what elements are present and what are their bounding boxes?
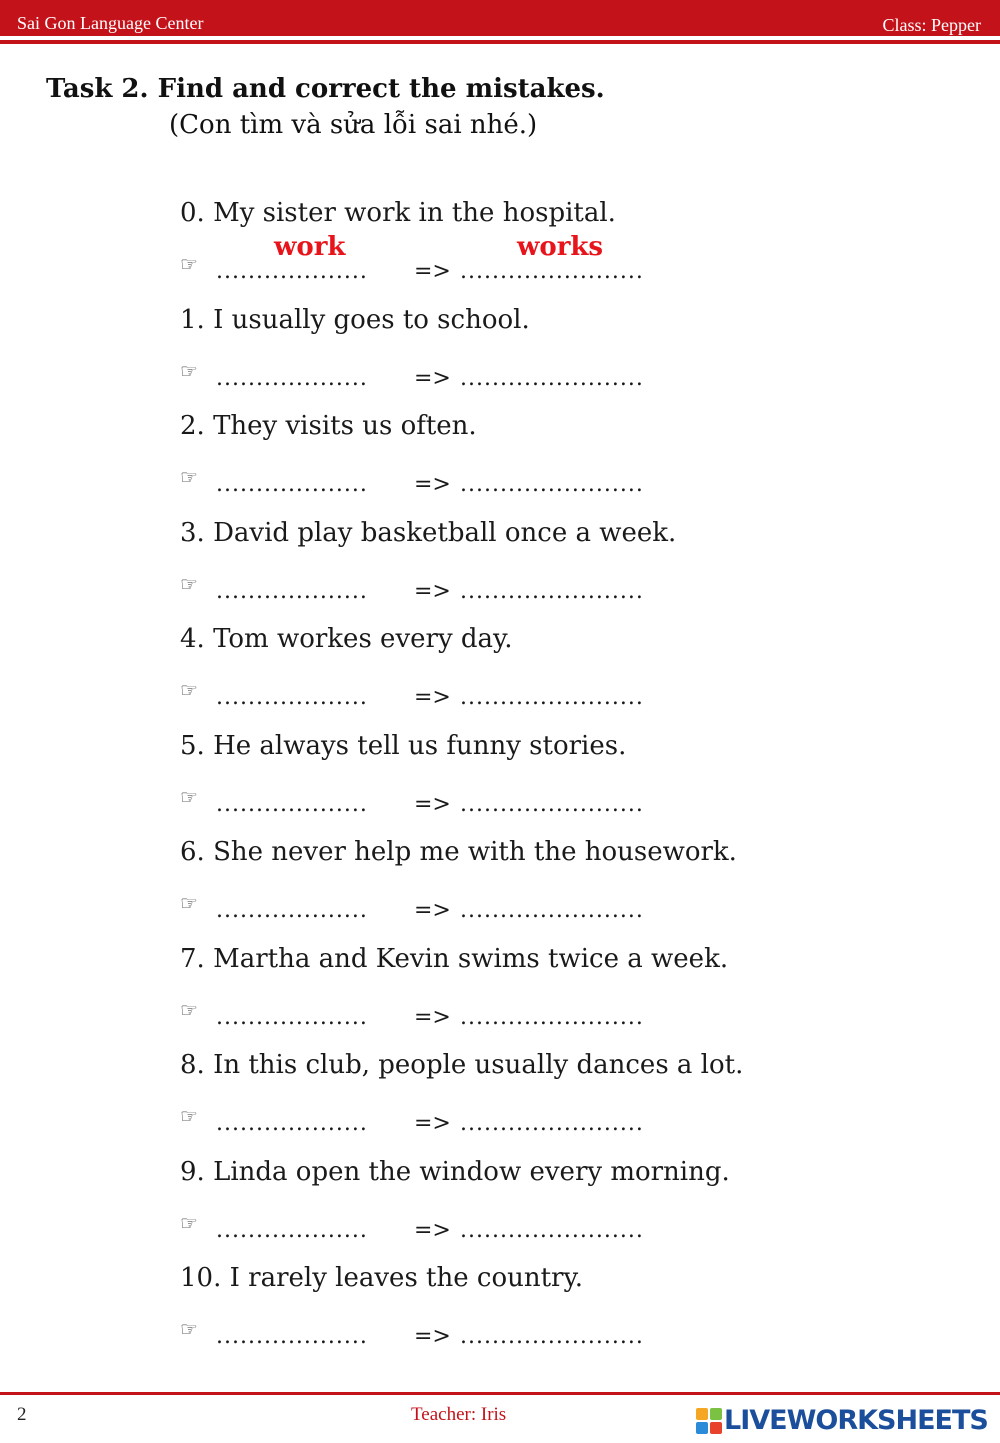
mistake-blank[interactable]: ................... [216,1111,368,1136]
arrow-symbol: => [414,792,451,817]
mistake-blank[interactable]: ................... [216,472,368,497]
answer-line [180,1102,740,1138]
exercise-item [180,1263,940,1363]
class-label: Class: Pepper [882,15,981,35]
pointing-hand-icon: ☞ [180,359,198,383]
exercise-item [180,1157,940,1257]
exercise-item [180,518,940,618]
footer-rule [0,1392,1000,1395]
exercise-sentence: 5. He always tell us funny stories. [180,731,627,761]
correction-blank[interactable]: ....................... [460,366,644,391]
exercise-sentence: 0. My sister work in the hospital. [180,198,616,228]
school-name: Sai Gon Language Center [17,13,204,33]
arrow-symbol: => [414,1111,451,1136]
exercise-item [180,411,940,511]
page-number: 2 [17,1404,27,1425]
pointing-hand-icon: ☞ [180,678,198,702]
pointing-hand-icon: ☞ [180,252,198,276]
correction-blank[interactable]: ....................... [460,579,644,604]
answer-line [180,463,740,499]
task-subtitle: (Con tìm và sửa lỗi sai nhé.) [169,110,538,140]
header-rule [0,40,1000,44]
exercise-sentence: 9. Linda open the window every morning. [180,1157,730,1187]
mistake-blank[interactable]: ................... [216,366,368,391]
correction-blank[interactable]: ....................... [460,472,644,497]
exercise-item [180,1050,940,1150]
answer-line [180,676,740,712]
correction-blank[interactable]: ....................... [460,1111,644,1136]
mistake-answer: work [274,232,346,262]
arrow-symbol: => [414,1005,451,1030]
correction-blank[interactable]: ....................... [460,259,644,284]
exercise-sentence: 8. In this club, people usually dances a lot. [180,1050,744,1080]
correction-blank[interactable]: ....................... [460,792,644,817]
mistake-blank[interactable]: ................... [216,579,368,604]
mistake-blank[interactable]: ................... [216,898,368,923]
exercise-sentence: 6. She never help me with the housework. [180,837,737,867]
exercise-item [180,198,940,298]
correction-blank[interactable]: ....................... [460,1218,644,1243]
mistake-blank[interactable]: ................... [216,1324,368,1349]
correction-blank[interactable]: ....................... [460,685,644,710]
exercise-sentence: 1. I usually goes to school. [180,305,530,335]
mistake-blank[interactable]: ................... [216,685,368,710]
pointing-hand-icon: ☞ [180,465,198,489]
correction-blank[interactable]: ....................... [460,1324,644,1349]
arrow-symbol: => [414,472,451,497]
exercise-sentence: 10. I rarely leaves the country. [180,1263,583,1293]
exercise-item [180,944,940,1044]
answer-line [180,996,740,1032]
answer-line [180,570,740,606]
answer-line [180,232,740,286]
pointing-hand-icon: ☞ [180,572,198,596]
answer-line [180,357,740,393]
arrow-symbol: => [414,685,451,710]
exercise-item [180,837,940,937]
mistake-blank[interactable]: ................... [216,259,368,284]
liveworksheets-logo-icon [696,1408,722,1434]
exercise-item [180,624,940,724]
answer-line [180,1209,740,1245]
mistake-blank[interactable]: ................... [216,1005,368,1030]
arrow-symbol: => [414,579,451,604]
answer-line [180,889,740,925]
pointing-hand-icon: ☞ [180,1317,198,1341]
pointing-hand-icon: ☞ [180,1104,198,1128]
exercise-sentence: 4. Tom workes every day. [180,624,513,654]
exercise-sentence: 3. David play basketball once a week. [180,518,677,548]
pointing-hand-icon: ☞ [180,1211,198,1235]
header-band [0,0,1000,36]
pointing-hand-icon: ☞ [180,785,198,809]
exercise-item [180,305,940,405]
pointing-hand-icon: ☞ [180,891,198,915]
exercise-item [180,731,940,831]
arrow-symbol: => [414,1218,451,1243]
mistake-blank[interactable]: ................... [216,1218,368,1243]
exercise-sentence: 7. Martha and Kevin swims twice a week. [180,944,729,974]
exercise-sentence: 2. They visits us often. [180,411,477,441]
pointing-hand-icon: ☞ [180,998,198,1022]
teacher-label: Teacher: Iris [411,1404,507,1425]
mistake-blank[interactable]: ................... [216,792,368,817]
answer-line [180,783,740,819]
arrow-symbol: => [414,1324,451,1349]
liveworksheets-brand[interactable] [696,1404,994,1438]
correction-answer: works [517,232,604,262]
task-title: Task 2. Find and correct the mistakes. [46,74,605,104]
brand-text: LIVEWORKSHEETS [724,1405,988,1436]
arrow-symbol: => [414,259,451,284]
correction-blank[interactable]: ....................... [460,898,644,923]
arrow-symbol: => [414,366,451,391]
arrow-symbol: => [414,898,451,923]
correction-blank[interactable]: ....................... [460,1005,644,1030]
answer-line [180,1315,740,1351]
